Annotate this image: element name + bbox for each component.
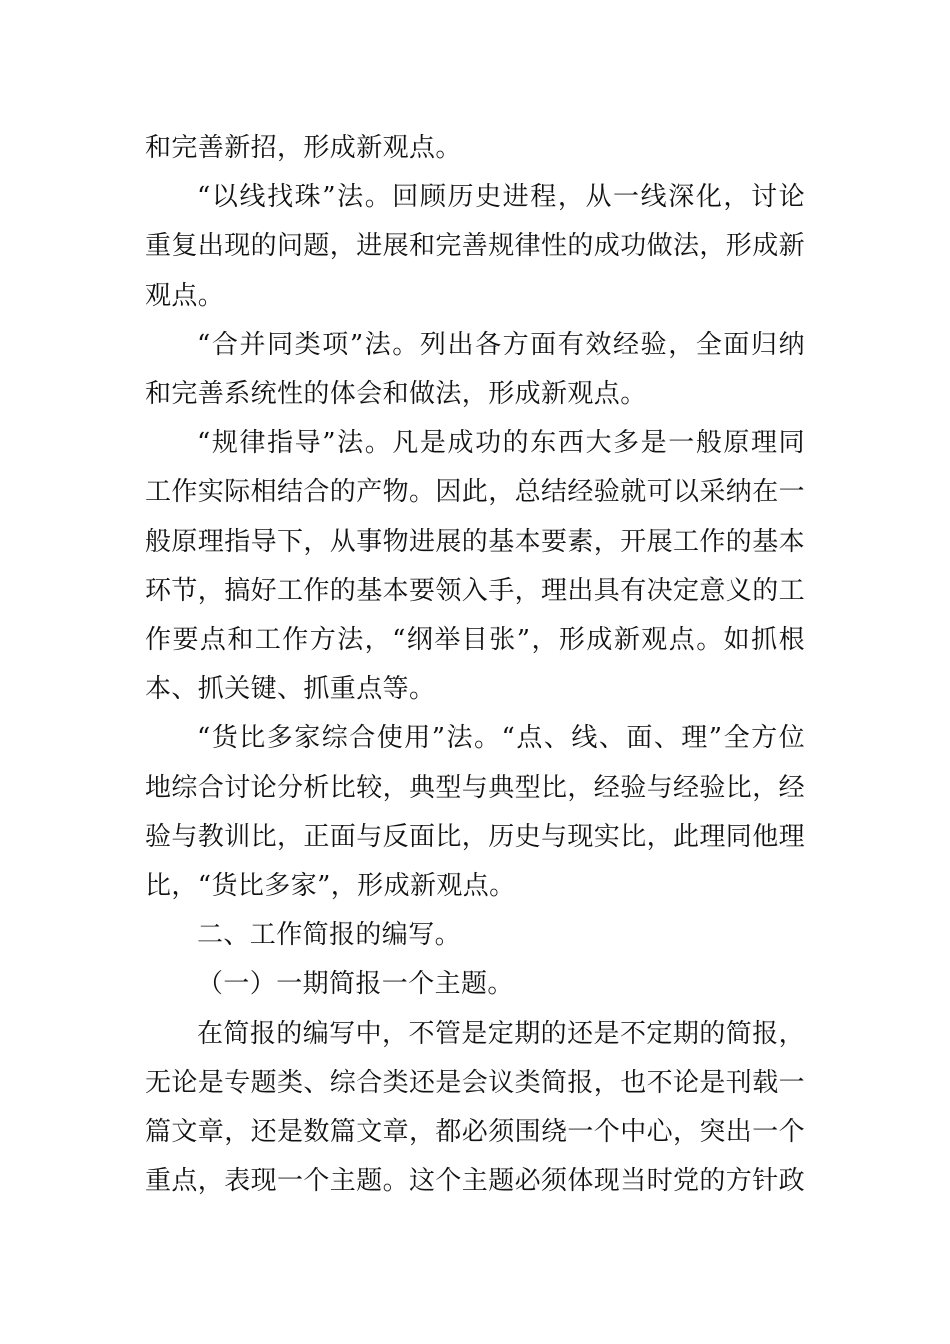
document-body — [145, 124, 805, 1206]
paragraph-continuation: 和完善新招，形成新观点。 — [145, 133, 462, 163]
subsection-heading: （一）一期简报一个主题。 — [197, 969, 514, 1000]
paragraph-briefing-theme: 在简报的编写中，不管是定期的还是不定期的简报，无论是专题类、综合类还是会议类简报，也不论是刊载一篇文章，还是数篇文章，都必须围绕一个中心，突出一个重点，表现一个主题。这个主题必须体现当时党的方针政 — [145, 1018, 806, 1197]
paragraph-comparison-method: “货比多家综合使用”法。“点、线、面、理”全方位地综合讨论分析比较，典型与典型比，经验与经验比，经验与教训比，正面与反面比，历史与现实比，此理同他理比，“货比多家”，形成新观点。 — [145, 723, 806, 902]
paragraph-merge-method: “合并同类项”法。列出各方面有效经验，全面归纳和完善系统性的体会和做法，形成新观点。 — [145, 329, 805, 410]
paragraph-principle-method: “规律指导”法。凡是成功的东西大多是一般原理同工作实际相结合的产物。因此，总结经验就可以采纳在一般原理指导下，从事物进展的基本要素，开展工作的基本环节，搞好工作的基本要领入手，理出具有决定意义的工作要点和工作方法，“纲举目张”，形成新观点。如抓根本、抓关键、抓重点等。 — [145, 428, 806, 705]
section-heading: 二、工作简报的编写。 — [197, 920, 462, 951]
paragraph-thread-method: “以线找珠”法。回顾历史进程，从一线深化，讨论重复出现的问题，进展和完善规律性的成功做法，形成新观点。 — [145, 182, 806, 311]
